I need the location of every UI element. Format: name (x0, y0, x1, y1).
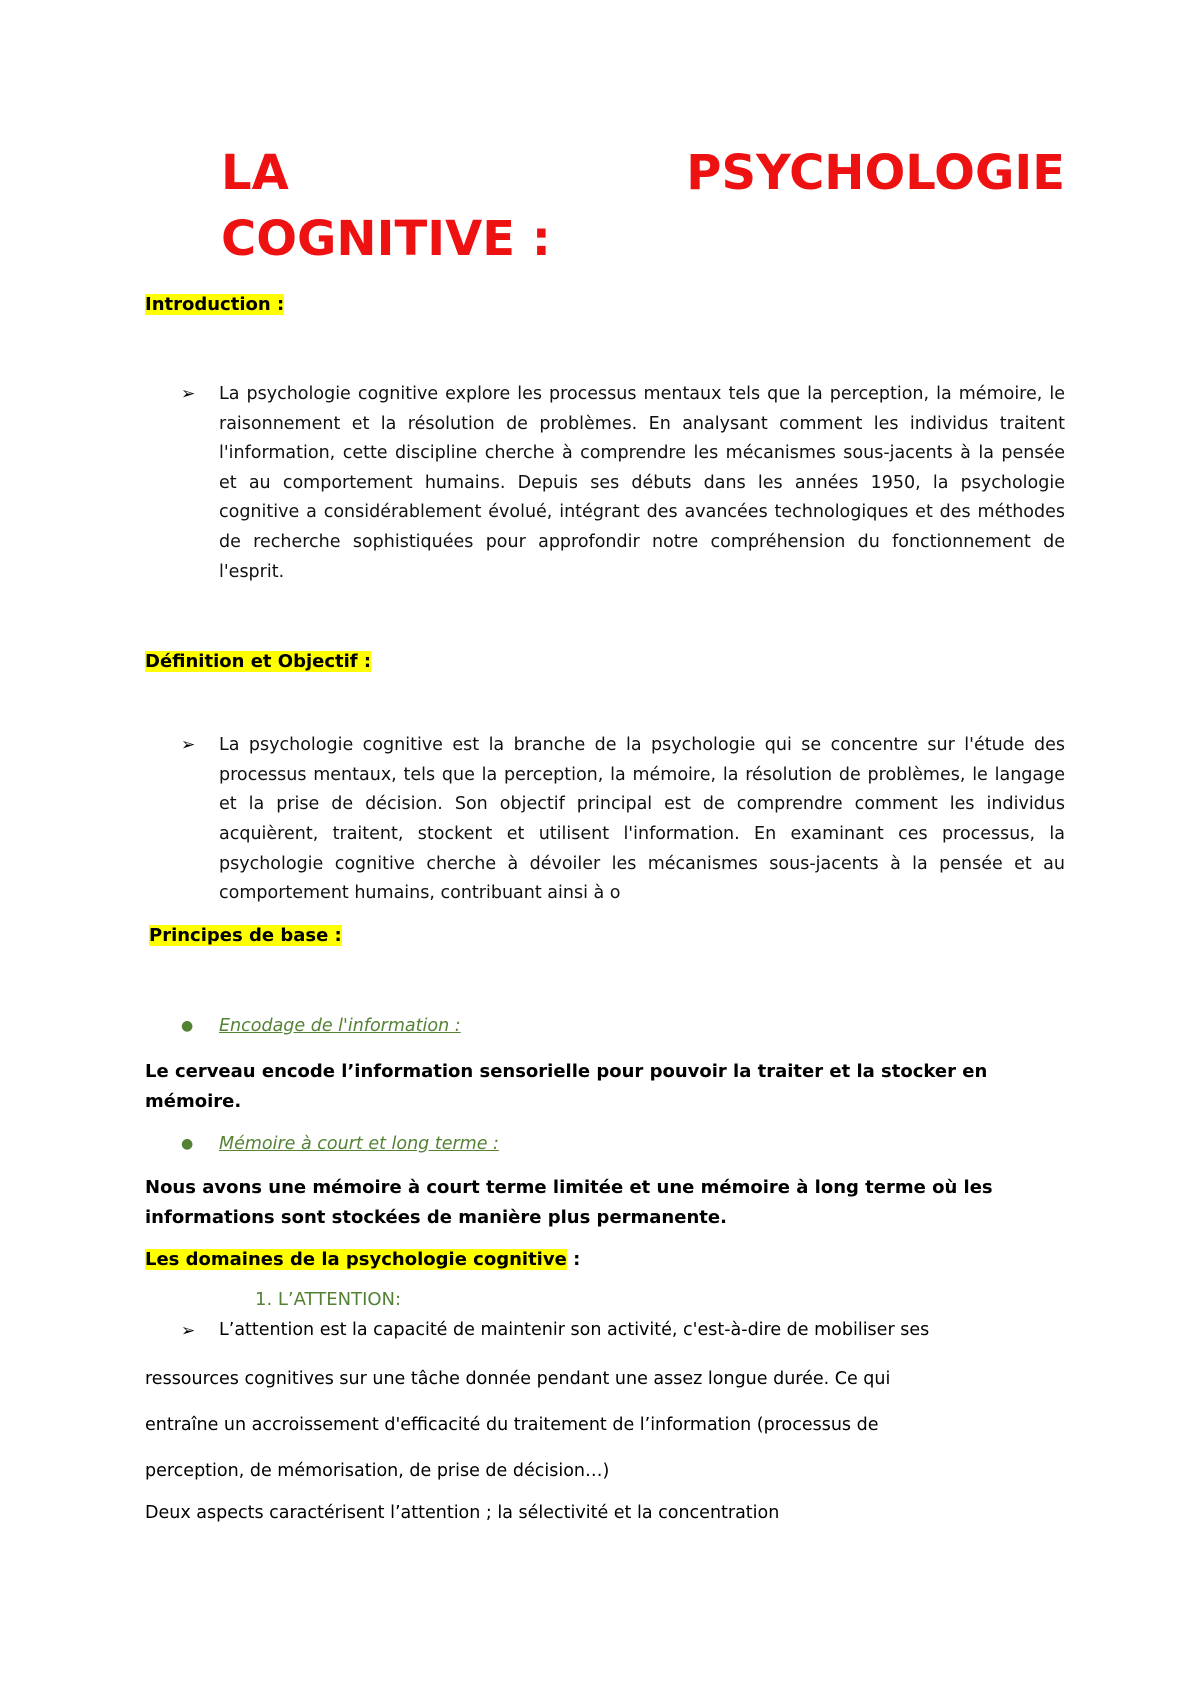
arrow-bullet-icon: ➢ (181, 384, 196, 404)
principe-text-encodage: Le cerveau encode l’information sensorielle pour pouvoir la traiter et la stocker en mémoire. (145, 1060, 988, 1112)
attention-line-4: perception, de mémorisation, de prise de décision…) (145, 1461, 610, 1482)
principe-label-encodage: Encodage de l'information : (219, 1015, 461, 1036)
principe-item-memoire (181, 1131, 1065, 1157)
principes-heading-text: Principes de base : (149, 924, 342, 946)
intro-bullet (181, 380, 1065, 587)
principe-text-memoire: Nous avons une mémoire à court terme limitée et une mémoire à long terme où les informations sont stockées de manière plus permanente. (145, 1176, 993, 1228)
principes-heading (149, 923, 1065, 949)
arrow-bullet-icon: ➢ (181, 735, 196, 756)
title-line-2: COGNITIVE : (221, 211, 551, 267)
principe-item-encodage (181, 1013, 1065, 1039)
definition-paragraph: La psychologie cognitive est la branche de la psychologie qui se concentre sur l'étude des processus mentaux, tels que la perception, la mémoire, la résolution de problèmes, le langage et la prise de décision. Son objectif principal est de comprendre comment les individus acquièrent, traitent, stockent et utilisent l'information. En examinant ces processus, la psychologie cognitive cherche à dévoiler les mécanismes sous-jacents à la pensée et au comportement humains, contribuant ainsi à o (219, 735, 1065, 904)
attention-heading: 1. L’ATTENTION: (255, 1288, 402, 1310)
principe-label-memoire: Mémoire à court et long terme : (219, 1133, 499, 1154)
definition-heading-text: Définition et Objectif : (145, 651, 372, 673)
title-word-la: LA (221, 145, 289, 201)
definition-bullet (181, 731, 1065, 909)
dot-bullet-icon: ● (181, 1017, 194, 1034)
dot-bullet-icon: ● (181, 1135, 194, 1152)
attention-aspects: Deux aspects caractérisent l’attention ; la sélectivité et la concentration (145, 1503, 780, 1524)
intro-heading (145, 292, 1065, 318)
attention-line-1: L’attention est la capacité de maintenir son activité, c'est-à-dire de mobiliser ses (219, 1319, 930, 1340)
intro-paragraph: La psychologie cognitive explore les processus mentaux tels que la perception, la mémoire, le raisonnement et la résolution de problèmes. En analysant comment les individus traitent l'information, cette discipline cherche à comprendre les mécanismes sous-jacents à la pensée et au comportement humains. Depuis ses débuts dans les années 1950, la psychologie cognitive a considérablement évolué, intégrant des avancées technologiques et des méthodes de recherche sophistiquées pour approfondir notre compréhension du fonctionnement de l'esprit. (219, 384, 1065, 582)
attention-line-2: ressources cognitives sur une tâche donnée pendant une assez longue durée. Ce qui (145, 1369, 891, 1390)
domaines-heading-suffix: : (566, 1248, 581, 1270)
attention-bullet (181, 1317, 1065, 1347)
definition-heading (145, 649, 1065, 675)
arrow-bullet-icon: ➢ (181, 1320, 196, 1341)
domaines-heading-text: Les domaines de la psychologie cognitive (145, 1248, 567, 1270)
title-word-psychologie: PSYCHOLOGIE (686, 145, 1065, 201)
attention-line-3: entraîne un accroissement d'efficacité du traitement de l’information (processus de (145, 1415, 879, 1436)
intro-heading-text: Introduction : (145, 294, 285, 315)
document-page (145, 140, 1065, 1526)
document-title (221, 140, 1065, 272)
domaines-heading (145, 1247, 1065, 1273)
